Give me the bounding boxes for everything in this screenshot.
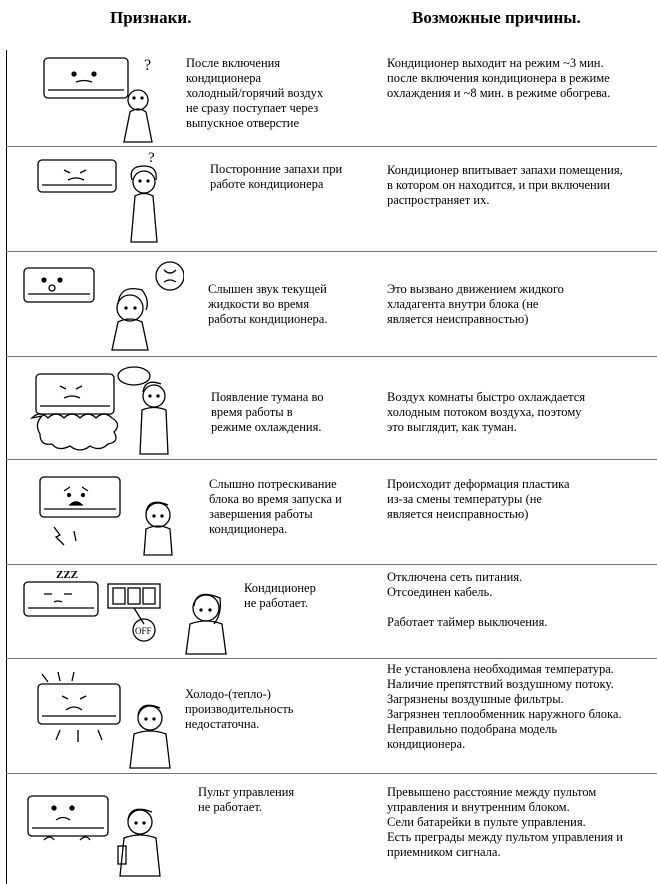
symptom-text: Посторонние запахи при работе кондиционера [210,162,343,191]
cause-line: Неправильно подобрана модель [387,722,558,736]
svg-text:?: ? [144,57,152,74]
causes-header: Возможные причины. [412,8,581,27]
cause-line: является неисправностью) [387,507,529,521]
row-divider [6,564,657,565]
symptom-text: Появление тумана во время работы в режиме охлаждения. [211,390,324,434]
svg-text:ZZZ: ZZZ [56,569,79,581]
cause-line-blank [387,600,652,615]
symptom-text: Слышен звук текущей жидкости во время работы кондиционера. [208,282,328,326]
cause-line: из-за смены температуры (не [387,492,542,506]
off-label: OFF [135,626,152,636]
cause-line: в котором он находится, и при включении [387,178,611,192]
cause-line: Кондиционер выходит на режим ~3 мин. [387,56,604,70]
cause-list [387,662,652,752]
row-divider [6,146,657,147]
illustration-liquid-sound [14,256,184,352]
cause-line: является неисправностью) [387,312,529,326]
cause-line: Происходит деформация пластика [387,477,570,491]
illustration-odors [14,150,179,248]
cause-line: кондиционера. [387,737,466,751]
cause-line: распространяет их. [387,193,490,207]
symptom-text: Кондиционер не работает. [244,581,316,610]
illustration-not-working [14,566,239,658]
cause-line: охлаждения и ~8 мин. в режиме обогрева. [387,86,611,100]
cause-line: приемником сигнала. [387,845,501,859]
symptom-text: Пульт управления не работает. [198,785,295,814]
cause-line: Кондиционер впитывает запахи помещения, [387,163,623,177]
row-divider [6,773,657,774]
cause-line: это выглядит, как туман. [387,420,517,434]
cause-list [387,390,652,435]
cause-line: Превышено расстояние между пультом [387,785,597,799]
cause-list [387,282,652,327]
symptom-text: После включения кондиционера холодный/горячий воздух не сразу поступает через выпускное отверстие [186,56,324,130]
illustration-low-capacity [14,666,184,770]
cause-line: управления и внутренним блоком. [387,800,570,814]
cause-list [387,570,652,630]
cause-line: Есть преграды между пультом управления и [387,830,623,844]
illustration-crackling [14,463,184,559]
illustration-delayed-air [14,52,179,144]
cause-line: после включения кондиционера в режиме [387,71,610,85]
cause-line: холодным потоком воздуха, поэтому [387,405,582,419]
symptoms-header: Признаки. [110,8,192,27]
cause-line: Воздух комнаты быстро охлаждается [387,390,586,404]
row-divider [6,459,657,460]
cause-line: хладагента внутри блока (не [387,297,539,311]
symptom-text: Холодо-(тепло-) производительность недостаточна. [185,687,294,731]
illustration-mist [14,360,184,456]
cause-line: Сели батарейки в пульте управления. [387,815,586,829]
cause-line: Загрязнен теплообменник наружного блока. [387,707,622,721]
cause-line: Это вызвано движением жидкого [387,282,564,296]
left-border-line [6,50,7,884]
cause-line: Отсоединен кабель. [387,585,493,599]
cause-list [387,163,652,208]
cause-line: Загрязнены воздушные фильтры. [387,692,564,706]
cause-list [387,785,652,860]
illustration-remote [14,778,184,878]
row-divider [6,251,657,252]
row-divider [6,356,657,357]
cause-line: Не установлена необходимая температура. [387,662,614,676]
symptom-text: Слышно потрескивание блока во время запуска и завершения работы кондиционера. [209,477,342,536]
svg-text:?: ? [148,150,155,166]
row-divider [6,658,657,659]
cause-line: Работает таймер выключения. [387,615,548,629]
cause-line: Отключена сеть питания. [387,570,523,584]
cause-list [387,477,652,522]
cause-list [387,56,652,101]
cause-line: Наличие препятствий воздушному потоку. [387,677,614,691]
